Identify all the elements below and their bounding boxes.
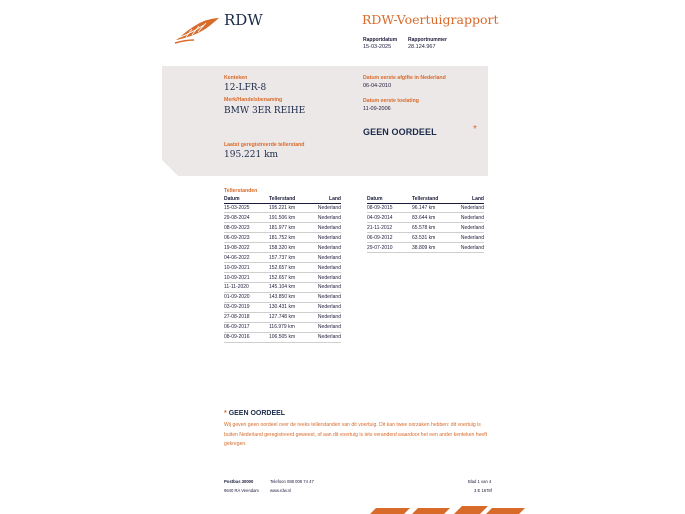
note-star: * bbox=[224, 410, 227, 417]
license-plate: 12-LFR-8 bbox=[224, 83, 267, 93]
reading-date: 06-09-2012 bbox=[367, 233, 412, 243]
reading-value: 181.977 km bbox=[269, 223, 314, 233]
report-number-label: Rapportnummer bbox=[408, 37, 447, 43]
table-row bbox=[367, 203, 484, 213]
reading-country: Nederland bbox=[314, 283, 341, 293]
rdw-logo-icon bbox=[174, 16, 220, 44]
table-row bbox=[224, 273, 341, 283]
reading-date: 06-09-2023 bbox=[224, 233, 269, 243]
column-header-date: Datum bbox=[367, 195, 412, 203]
first-admission: 11-09-2006 bbox=[363, 106, 391, 112]
reading-country: Nederland bbox=[314, 312, 341, 322]
reading-country: Nederland bbox=[314, 322, 341, 332]
reading-date: 06-09-2017 bbox=[224, 322, 269, 332]
plate-label: Kenteken bbox=[224, 75, 248, 81]
reading-value: 130.431 km bbox=[269, 302, 314, 312]
table-row bbox=[224, 263, 341, 273]
reading-value: 65.578 km bbox=[412, 223, 457, 233]
reading-date: 19-08-2022 bbox=[224, 243, 269, 253]
reading-value: 158.320 km bbox=[269, 243, 314, 253]
table-row bbox=[224, 292, 341, 302]
footer-postbus: Postbus 30000 bbox=[224, 479, 254, 484]
note-text: Wij geven geen oordeel over de reeks tellerstanden van dit voertuig. Dit kan twee oorzaken hebben: dit voertuig is buiten Nederland geregistreerd geweest, of aan dit voertuig is iets veranderd waardoor het een ander kenteken heeft gekregen. bbox=[224, 422, 488, 447]
first-registration-nl-label: Datum eerste afgifte in Nederland bbox=[363, 75, 446, 81]
reading-country: Nederland bbox=[457, 233, 484, 243]
table-row bbox=[367, 223, 484, 233]
verdict-star: * bbox=[473, 124, 477, 135]
footer-city: 9640 RA Veendam bbox=[224, 488, 259, 493]
column-header-reading: Tellerstand bbox=[269, 195, 314, 203]
table-row bbox=[224, 253, 341, 263]
decorative-stripe-icon bbox=[370, 506, 525, 514]
footer-page: Blad 1 van 4 bbox=[468, 479, 492, 484]
reading-value: 145.104 km bbox=[269, 283, 314, 293]
reading-value: 143.850 km bbox=[269, 292, 314, 302]
reading-date: 29-08-2024 bbox=[224, 213, 269, 223]
table-row bbox=[224, 203, 341, 213]
reading-value: 116.979 km bbox=[269, 322, 314, 332]
reading-value: 38.809 km bbox=[412, 243, 457, 253]
reading-date: 10-09-2021 bbox=[224, 273, 269, 283]
reading-date: 01-09-2020 bbox=[224, 292, 269, 302]
column-header-reading: Tellerstand bbox=[412, 195, 457, 203]
footer-web: www.rdw.nl bbox=[270, 488, 291, 493]
readings-title: Tellerstanden bbox=[224, 188, 258, 194]
table-row bbox=[367, 233, 484, 243]
table-row bbox=[224, 213, 341, 223]
column-header-date: Datum bbox=[224, 195, 269, 203]
first-admission-label: Datum eerste toelating bbox=[363, 98, 419, 104]
reading-country: Nederland bbox=[314, 273, 341, 283]
odometer-label: Laatst geregistreerde tellerstand bbox=[224, 142, 305, 148]
reading-country: Nederland bbox=[314, 253, 341, 263]
vehicle-summary-panel bbox=[162, 66, 488, 176]
reading-date: 10-09-2021 bbox=[224, 263, 269, 273]
reading-country: Nederland bbox=[314, 213, 341, 223]
report-date: 15-03-2025 bbox=[363, 44, 392, 50]
reading-date: 21-11-2012 bbox=[367, 223, 412, 233]
column-header-country: Land bbox=[314, 195, 341, 203]
document-title: RDW-Voertuigrapport bbox=[362, 12, 499, 27]
reading-value: 63.531 km bbox=[412, 233, 457, 243]
column-header-country: Land bbox=[457, 195, 484, 203]
reading-date: 04-06-2022 bbox=[224, 253, 269, 263]
table-row bbox=[224, 233, 341, 243]
reading-date: 15-03-2025 bbox=[224, 203, 269, 213]
make-label: Merk/Handelsbenaming bbox=[224, 97, 283, 103]
reading-country: Nederland bbox=[457, 203, 484, 213]
note-title bbox=[224, 410, 285, 417]
reading-value: 191.506 km bbox=[269, 213, 314, 223]
reading-value: 96.147 km bbox=[412, 203, 457, 213]
reading-date: 27-08-2018 bbox=[224, 312, 269, 322]
table-row bbox=[224, 243, 341, 253]
reading-date: 04-09-2014 bbox=[367, 213, 412, 223]
readings-table-left bbox=[224, 195, 341, 343]
table-row bbox=[224, 223, 341, 233]
reading-value: 157.737 km bbox=[269, 253, 314, 263]
brand-name: RDW bbox=[224, 11, 263, 29]
reading-country: Nederland bbox=[314, 263, 341, 273]
readings-table-right bbox=[367, 195, 484, 253]
footer-phone: Telefoon 088 008 74 47 bbox=[270, 479, 314, 484]
reading-date: 03-09-2019 bbox=[224, 302, 269, 312]
footer-code: 3 E 1678f bbox=[474, 488, 492, 493]
note-heading: GEEN OORDEEL bbox=[228, 410, 286, 417]
table-row bbox=[224, 312, 341, 322]
reading-country: Nederland bbox=[314, 223, 341, 233]
reading-country: Nederland bbox=[314, 233, 341, 243]
reading-country: Nederland bbox=[314, 203, 341, 213]
reading-country: Nederland bbox=[314, 332, 341, 342]
table-row bbox=[224, 322, 341, 332]
reading-date: 08-09-2016 bbox=[224, 332, 269, 342]
reading-country: Nederland bbox=[457, 243, 484, 253]
table-row bbox=[224, 283, 341, 293]
reading-value: 195.221 km bbox=[269, 203, 314, 213]
table-row bbox=[367, 243, 484, 253]
reading-country: Nederland bbox=[457, 213, 484, 223]
table-row bbox=[367, 213, 484, 223]
reading-value: 181.752 km bbox=[269, 233, 314, 243]
reading-date: 11-11-2020 bbox=[224, 283, 269, 293]
table-row bbox=[224, 302, 341, 312]
vehicle-make: BMW 3ER REIHE bbox=[224, 106, 306, 116]
last-odometer: 195.221 km bbox=[224, 150, 279, 160]
report-date-label: Rapportdatum bbox=[363, 37, 398, 43]
verdict-text: GEEN OORDEEL bbox=[363, 127, 437, 137]
reading-value: 152.657 km bbox=[269, 273, 314, 283]
reading-value: 83.644 km bbox=[412, 213, 457, 223]
reading-country: Nederland bbox=[314, 243, 341, 253]
reading-date: 08-09-2015 bbox=[367, 203, 412, 213]
panel-corner-cut bbox=[162, 160, 178, 176]
reading-country: Nederland bbox=[314, 302, 341, 312]
reading-value: 127.748 km bbox=[269, 312, 314, 322]
reading-value: 106.505 km bbox=[269, 332, 314, 342]
first-registration-nl: 06-04-2010 bbox=[363, 83, 392, 89]
table-row bbox=[224, 332, 341, 342]
reading-date: 29-07-2010 bbox=[367, 243, 412, 253]
reading-value: 152.657 km bbox=[269, 263, 314, 273]
reading-date: 08-09-2023 bbox=[224, 223, 269, 233]
reading-country: Nederland bbox=[457, 223, 484, 233]
report-number: 28.124.967 bbox=[408, 44, 436, 50]
reading-country: Nederland bbox=[314, 292, 341, 302]
